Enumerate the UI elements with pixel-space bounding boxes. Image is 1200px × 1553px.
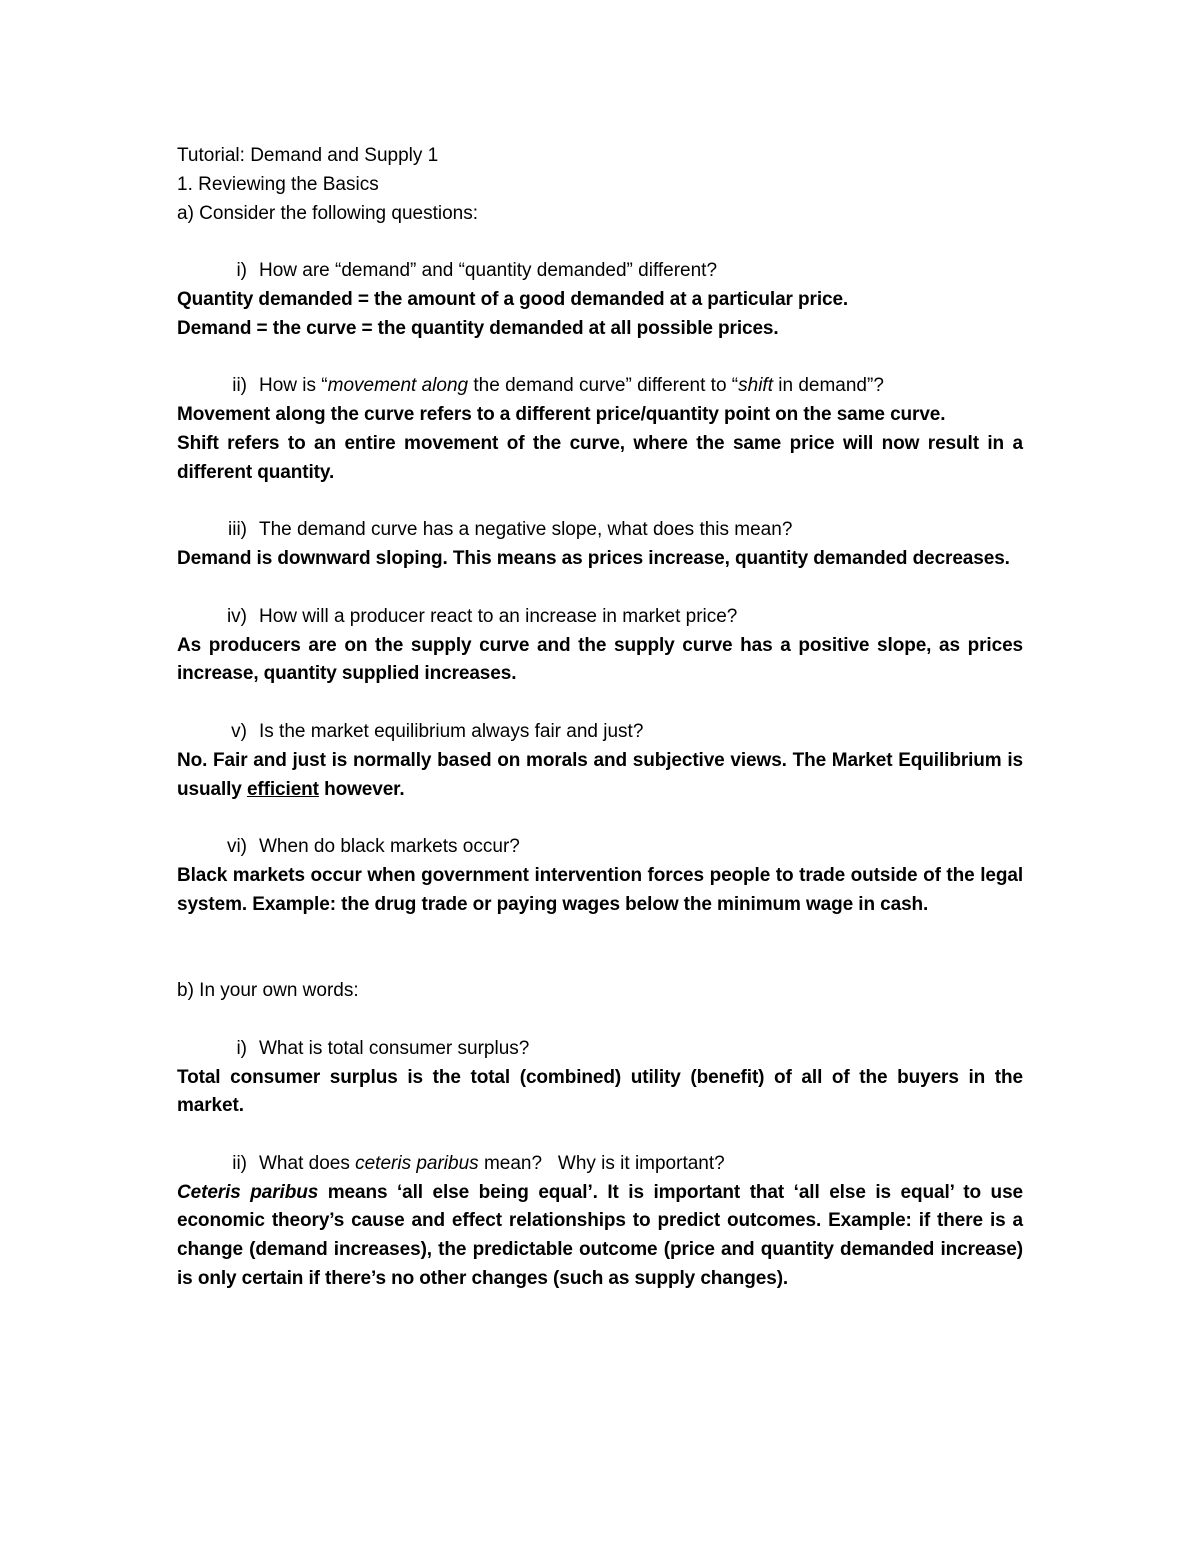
answer-paragraph: Demand is downward sloping. This means as prices increase, quantity demanded decreases. [177, 548, 1010, 570]
question-2 [177, 372, 1023, 401]
section-intro: b) In your own words: [177, 980, 359, 1002]
answer-paragraph: No. Fair and just is normally based on morals and subjective views. The Market Equilibrium is usually efficient however. [177, 749, 1023, 800]
answer-paragraph: Ceteris paribus means ‘all else being equal’. It is important that ‘all else is equal’ to use economic theory’s cause and effect relationships to predict outcomes. Example: if there is a change (demand increases), the predictable outcome (price and quantity demanded increase) is only certain if there’s no other changes (such as supply changes). [177, 1181, 1024, 1290]
question-number: i) [236, 1037, 247, 1059]
answer-paragraph: Total consumer surplus is the total (combined) utility (benefit) of all of the buyers in the market. [177, 1066, 1023, 1117]
italic-term: Ceteris paribus [177, 1181, 319, 1203]
document-content [177, 142, 1023, 1294]
section-intro: a) Consider the following questions: [177, 202, 479, 224]
question-4 [177, 603, 1023, 632]
question-number: iv) [226, 605, 247, 627]
answer-paragraph: Black markets occur when government intervention forces people to trade outside of the legal system. Example: the drug trade or paying wages below the minimum wage in cash. [177, 864, 1023, 915]
italic-term: movement along [327, 375, 469, 397]
answer-paragraph: As producers are on the supply curve and the supply curve has a positive slope, as prices increase, quantity supplied increases. [177, 634, 1023, 685]
answer-paragraph: Shift refers to an entire movement of the curve, where the same price will now result in a different quantity. [177, 432, 1023, 483]
question-number: ii) [232, 375, 247, 397]
question-text: How is “movement along the demand curve” different to “shift in demand”? [259, 375, 884, 397]
italic-term: shift [738, 375, 773, 397]
question-b1 [177, 1035, 1023, 1064]
question-text: What is total consumer surplus? [259, 1037, 530, 1059]
question-6 [177, 833, 1023, 862]
question-text: When do black markets occur? [259, 836, 520, 858]
question-b2 [177, 1150, 1023, 1179]
answer-line: Quantity demanded = the amount of a good demanded at a particular price. [177, 288, 849, 310]
question-3 [177, 516, 1023, 545]
answer-paragraph: Movement along the curve refers to a different price/quantity point on the same curve. [177, 404, 946, 426]
section-heading: 1. Reviewing the Basics [177, 173, 379, 195]
document-title: Tutorial: Demand and Supply 1 [177, 145, 439, 166]
question-text: Is the market equilibrium always fair and just? [259, 720, 644, 742]
italic-term: ceteris paribus [355, 1152, 479, 1174]
question-number: ii) [232, 1152, 247, 1174]
question-5 [177, 718, 1023, 747]
question-text: How will a producer react to an increase in market price? [259, 605, 738, 627]
question-number: iii) [228, 519, 247, 541]
question-text: The demand curve has a negative slope, what does this mean? [259, 519, 793, 541]
question-number: v) [231, 720, 247, 742]
answer-line: Demand = the curve = the quantity demanded at all possible prices. [177, 317, 779, 339]
question-text: What does ceteris paribus mean? Why is it important? [259, 1152, 725, 1174]
question-number: vi) [226, 836, 247, 858]
question-number: i) [236, 260, 247, 282]
question-text: How are “demand” and “quantity demanded” different? [259, 260, 718, 282]
question-1 [177, 257, 1023, 286]
underlined-term: efficient [246, 778, 319, 800]
